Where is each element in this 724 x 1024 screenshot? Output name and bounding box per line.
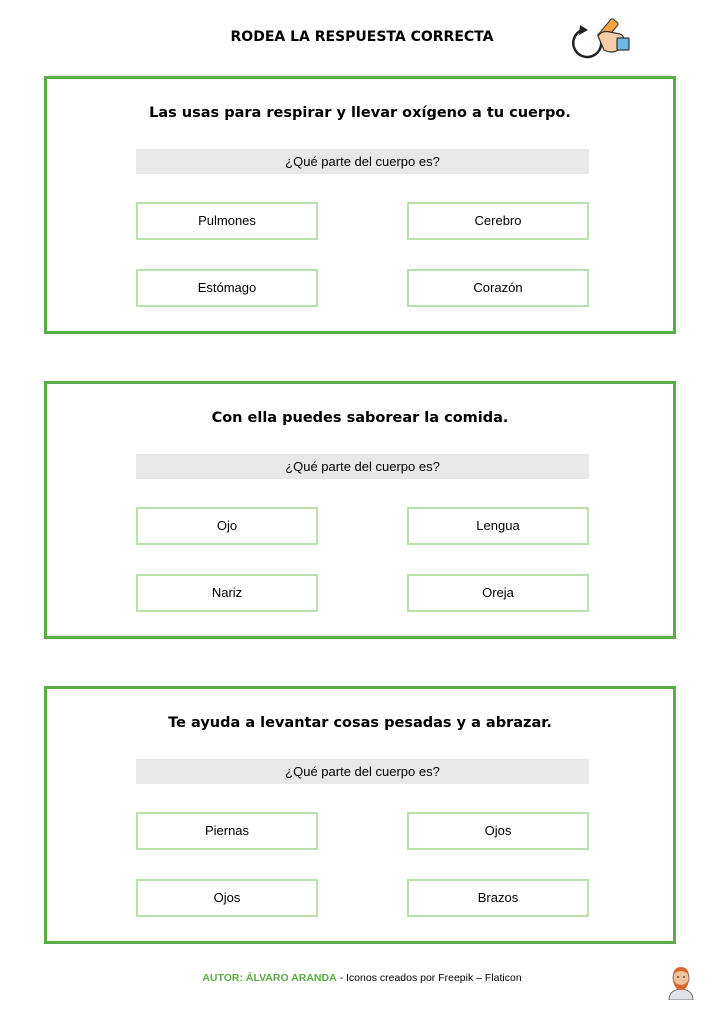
question-prompt: ¿Qué parte del cuerpo es? [136,759,589,784]
answer-option[interactable]: Pulmones [136,202,318,240]
question-card-1 [44,76,676,334]
answer-option[interactable]: Estómago [136,269,318,307]
question-text: Te ayuda a levantar cosas pesadas y a abrazar. [168,715,552,731]
footer [0,972,724,984]
answer-option[interactable]: Oreja [407,574,589,612]
question-text: Con ella puedes saborear la comida. [211,410,509,426]
answer-option[interactable]: Cerebro [407,202,589,240]
question-prompt: ¿Qué parte del cuerpo es? [136,454,589,479]
answer-option[interactable]: Nariz [136,574,318,612]
question-card-3 [44,686,676,944]
hand-circling-icon [568,16,630,62]
question-prompt: ¿Qué parte del cuerpo es? [136,149,589,174]
answer-option[interactable]: Ojo [136,507,318,545]
question-text: Las usas para respirar y llevar oxígeno a tu cuerpo. [149,105,571,121]
page-title: RODEA LA RESPUESTA CORRECTA [230,29,494,45]
answer-option[interactable]: Brazos [407,879,589,917]
footer-credits: - Iconos creados por Freepik – Flaticon [336,972,522,984]
answer-option[interactable]: Piernas [136,812,318,850]
answer-option[interactable]: Ojos [136,879,318,917]
bearded-man-avatar-icon [666,964,696,1000]
footer-author: AUTOR: ÁLVARO ARANDA [202,972,337,984]
question-card-2 [44,381,676,639]
answer-option[interactable]: Ojos [407,812,589,850]
answer-option[interactable]: Corazón [407,269,589,307]
answer-option[interactable]: Lengua [407,507,589,545]
